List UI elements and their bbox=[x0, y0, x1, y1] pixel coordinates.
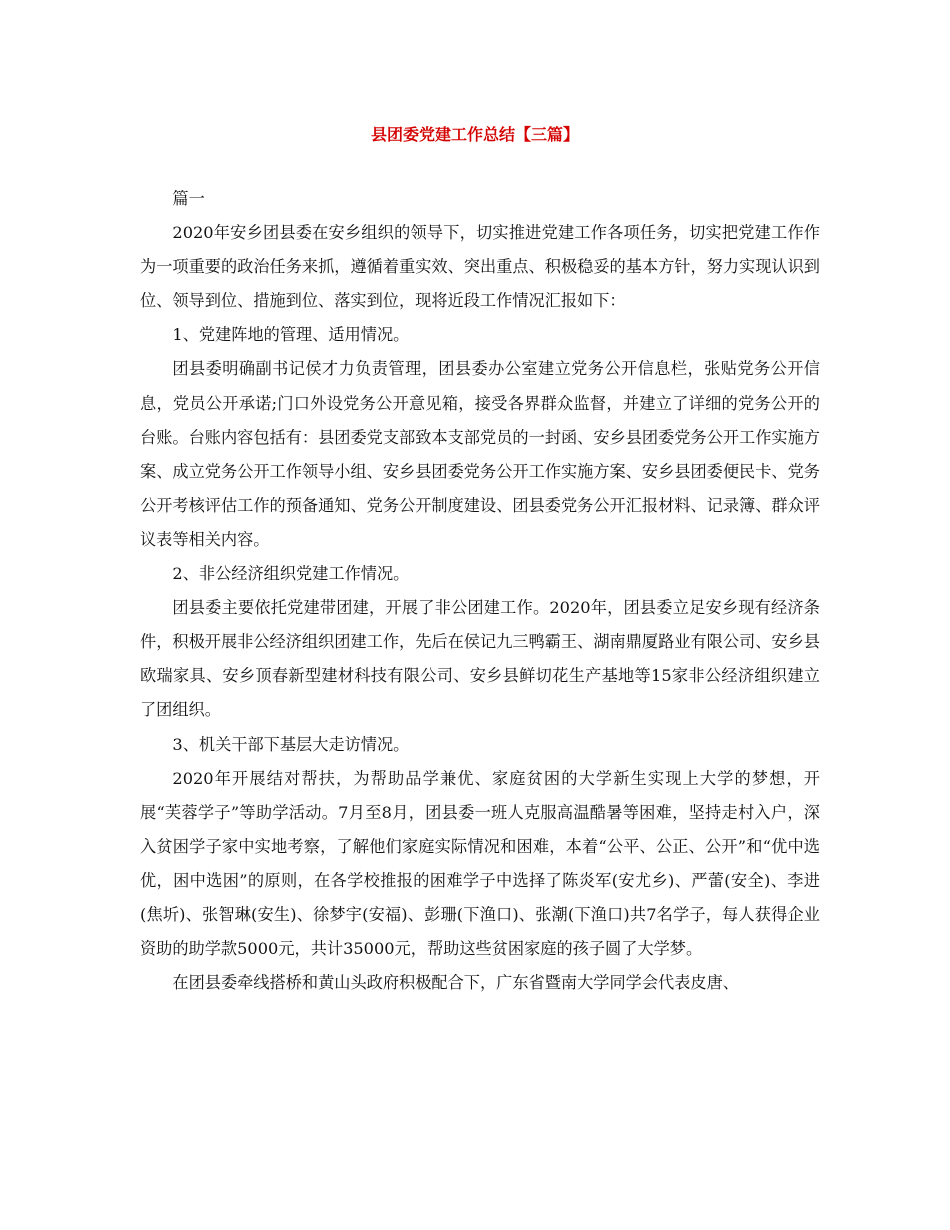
paragraph: 在团县委牵线搭桥和黄山头政府积极配合下，广东省暨南大学同学会代表皮唐、 bbox=[172, 973, 739, 993]
document-title: 县团委党建工作总结【三篇】 bbox=[370, 125, 579, 144]
subheading: 2、非公经济组织党建工作情况。 bbox=[172, 564, 410, 584]
paragraph: 团县委明确副书记侯才力负责管理，团县委办公室建立党务公开信息栏，张贴党务公开信息，党员公开承诺;门口外设党务公开意见箱，接受各界群众监督，并建立了详细的党务公开的台账。台账内容包括有：县团委党支部致本支部党员的一封函、安乡县团委党务公开工作实施方案、成立党务公开工作领导小组、安乡县团委党务公开工作实施方案、安乡县团委便民卡、党务公开考核评估工作的预备通知、党务公开制度建设、团县委党务公开汇报材料、记录簿、群众评议表等相关内容。 bbox=[140, 359, 820, 549]
paragraph: 2020年安乡团县委在安乡组织的领导下，切实推进党建工作各项任务，切实把党建工作作为一项重要的政治任务来抓，遵循着重实效、突出重点、积极稳妥的基本方针，努力实现认识到位、领导到位、措施到位、落实到位，现将近段工作情况汇报如下： bbox=[140, 223, 820, 311]
paragraph: 团县委主要依托党建带团建，开展了非公团建工作。2020年，团县委立足安乡现有经济条件，积极开展非公经济组织团建工作，先后在侯记九三鸭霸王、湖南鼎厦路业有限公司、安乡县欧瑞家具、安乡顶春新型建材科技有限公司、安乡县鲜切花生产基地等15家非公经济组织建立了团组织。 bbox=[140, 598, 820, 720]
subheading: 3、机关干部下基层大走访情况。 bbox=[172, 734, 410, 754]
subheading: 1、党建阵地的管理、适用情况。 bbox=[172, 325, 410, 345]
section-heading: 篇一 bbox=[172, 189, 205, 208]
paragraph: 2020年开展结对帮扶，为帮助品学兼优、家庭贫困的大学新生实现上大学的梦想，开展“芙蓉学子”等助学活动。7月至8月，团县委一班人克服高温酷暑等困难，坚持走村入户，深入贫困学子家中实地考察，了解他们家庭实际情况和困难，本着“公平、公正、公开”和“优中选优，困中选困”的原则，在各学校推报的困难学子中选择了陈炎军(安尤乡)、严蕾(安全)、李进(焦圻)、张智琳(安生)、徐梦宇(安福)、彭珊(下渔口)、张潮(下渔口)共7名学子，每人获得企业资助的助学款5000元，共计35000元，帮助这些贫困家庭的孩子圆了大学梦。 bbox=[140, 768, 820, 959]
document-body bbox=[140, 182, 820, 1000]
